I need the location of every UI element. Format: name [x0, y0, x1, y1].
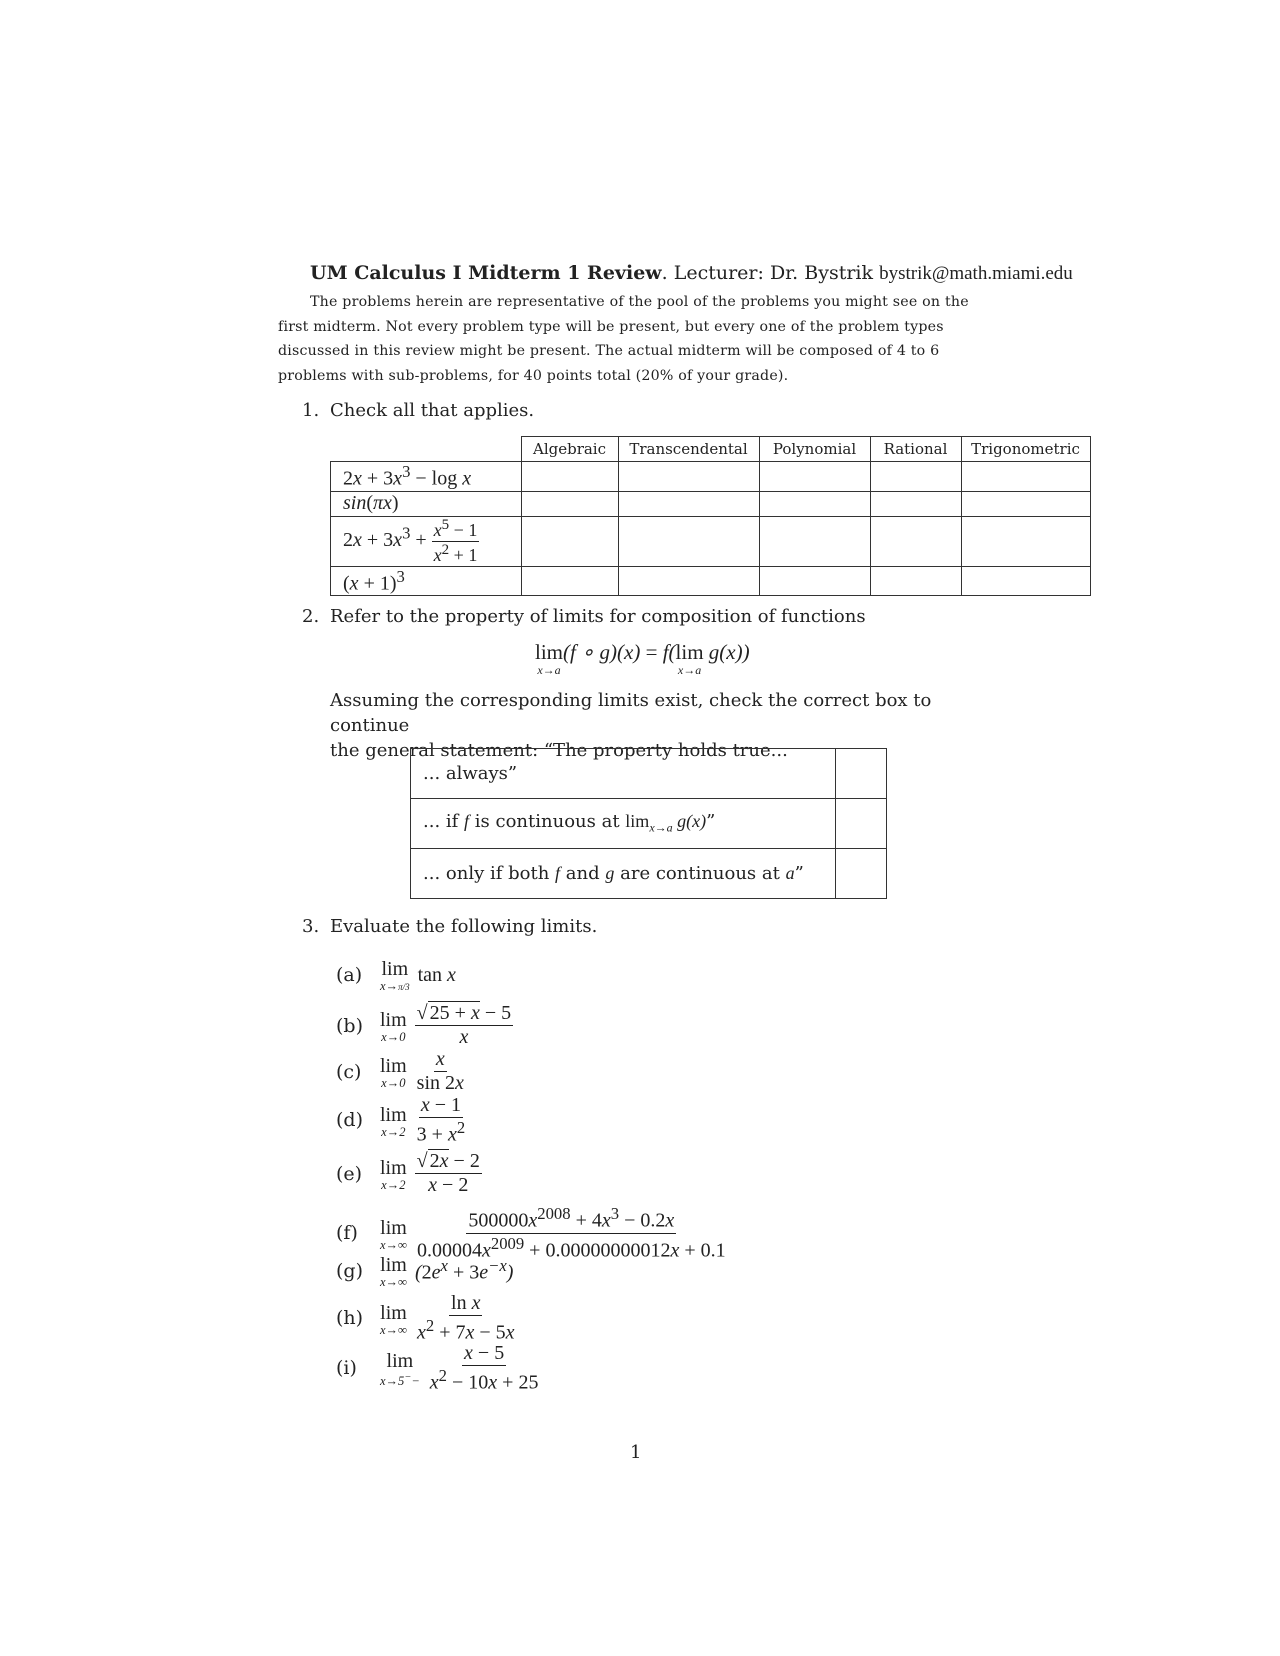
opt3-part-b: and: [565, 863, 600, 884]
check-cell[interactable]: [759, 516, 870, 566]
q2-number: 2.: [302, 606, 320, 627]
col-transcendental: Transcendental: [618, 437, 759, 462]
q2-assume-line-2: the general statement: “The property holds true...: [330, 740, 788, 761]
label-i: (i): [336, 1357, 357, 1380]
option-always: ... always”: [411, 749, 836, 799]
check-cell[interactable]: [759, 491, 870, 516]
label-h: (h): [336, 1307, 364, 1330]
col-algebraic: Algebraic: [521, 437, 618, 462]
option-row: [411, 799, 887, 849]
q1-number: 1.: [302, 400, 320, 421]
check-cell[interactable]: [961, 516, 1090, 566]
doc-title: UM Calculus I Midterm 1 Review: [310, 262, 662, 284]
table-row: [331, 462, 1091, 492]
q2-text: Refer to the property of limits for composition of functions: [330, 606, 866, 627]
check-cell[interactable]: [521, 566, 618, 596]
label-b: (b): [336, 1014, 363, 1037]
check-cell[interactable]: [521, 516, 618, 566]
opt3-part-c: are continuous at: [620, 863, 780, 884]
check-cell[interactable]: [521, 491, 618, 516]
label-g: (g): [336, 1259, 363, 1282]
col-polynomial: Polynomial: [759, 437, 870, 462]
label-a: (a): [336, 964, 363, 986]
check-cell[interactable]: [618, 491, 759, 516]
check-cell[interactable]: [870, 516, 961, 566]
options-table: [410, 748, 887, 899]
limit-b: (b) lim x→0 $\frac{√ 25 + x - 5}{x}$: [336, 1002, 512, 1048]
limit-f: (f) lim x→∞ $\frac{500000x^{2008} + 4x^3 - 0.2x}{0.00004x^{2009} + 0.00000000012x + 0.1}$: [336, 1204, 726, 1262]
expr-4: $(x + 1)^3$: [331, 566, 522, 596]
limit-h: (h) lim x→∞ $\frac{\text{ln x}}{x^2 + 7x - 5x}$: [336, 1292, 515, 1344]
check-cell[interactable]: [961, 566, 1090, 596]
option-row: [411, 749, 887, 799]
table-header-row: [331, 437, 1091, 462]
limit-d: (d) lim x→2 $\frac{x - 1}{3 + x^2}$: [336, 1094, 466, 1146]
q2-assume-line-1: Assuming the corresponding limits exist, check the correct box to continue: [330, 690, 932, 736]
check-cell[interactable]: [870, 462, 961, 492]
intro-line-4: problems with sub-problems, for 40 points total (20% of your grade).: [278, 367, 789, 384]
intro-paragraph: [278, 290, 998, 388]
check-cell[interactable]: [618, 462, 759, 492]
option-checkbox[interactable]: [836, 749, 887, 799]
table-row: [331, 566, 1091, 596]
option-checkbox[interactable]: [836, 849, 887, 899]
label-f: (f): [336, 1222, 358, 1245]
limit-c: (c) lim x→0 $\frac{x}{\sin 2x}$: [336, 1048, 464, 1094]
limit-a: (a) lim x→π/3 tan x: [336, 958, 456, 993]
check-cell[interactable]: [870, 491, 961, 516]
check-cell[interactable]: [961, 491, 1090, 516]
check-cell[interactable]: [618, 516, 759, 566]
label-c: (c): [336, 1060, 362, 1083]
option-continuous-f: ... if f is continuous at $\lim_{x\to a} g(x)$”: [411, 799, 836, 849]
limit-g: (g) lim x→∞ $(2e^x + 3e^{-x})$: [336, 1254, 514, 1289]
intro-line-2: first midterm. Not every problem type will be present, but every one of the problem types: [278, 318, 944, 335]
opt3-part-a: ... only if both: [423, 863, 550, 884]
check-cell[interactable]: [759, 566, 870, 596]
page-number: 1: [630, 1442, 642, 1463]
q3-number: 3.: [302, 916, 320, 937]
intro-line-1: The problems herein are representative of the pool of the problems you might see on the: [310, 294, 969, 310]
table-row: [331, 491, 1091, 516]
header: [310, 262, 1073, 285]
option-both-continuous: ... only if both f and g are continuous at a”: [411, 849, 836, 899]
check-cell[interactable]: [961, 462, 1090, 492]
classification-table: [330, 436, 1091, 596]
opt2-part-b: is continuous at: [474, 811, 620, 833]
table-row: [331, 516, 1091, 566]
check-cell[interactable]: [521, 462, 618, 492]
blank-header: [331, 437, 522, 462]
expr-1: $2x + 3x^3 - \log x$: [331, 462, 522, 492]
limit-e: (e) lim x→2 $\frac{√ 2x - 2}{x - 2}$: [336, 1150, 480, 1196]
col-trigonometric: Trigonometric: [961, 437, 1090, 462]
option-row: [411, 849, 887, 899]
check-cell[interactable]: [618, 566, 759, 596]
q3-text: Evaluate the following limits.: [330, 916, 598, 937]
check-cell[interactable]: [759, 462, 870, 492]
col-rational: Rational: [870, 437, 961, 462]
expr-2: sin(πx): [331, 491, 522, 516]
option-checkbox[interactable]: [836, 799, 887, 849]
composition-formula: lim x→a (f ∘ g)(x) = f( lim x→a g(x)): [535, 640, 750, 677]
intro-line-3: discussed in this review might be present. The actual midterm will be composed of 4 to 6: [278, 343, 940, 359]
opt2-part-a: ... if: [423, 811, 459, 833]
lecturer: . Lecturer: Dr. Bystrik: [661, 262, 874, 284]
check-cell[interactable]: [870, 566, 961, 596]
label-e: (e): [336, 1162, 363, 1185]
limit-i: (i) lim x→5−− $\frac{x - 5}{x^2 - 10x + 25}$: [336, 1342, 539, 1394]
label-d: (d): [336, 1109, 363, 1132]
q1-text: Check all that applies.: [330, 400, 535, 421]
email[interactable]: bystrik@math.miami.edu: [879, 263, 1073, 284]
expr-3: $2x + 3x^3$ + $\frac{x^5 - 1}{x^2 + 1}$: [331, 516, 522, 566]
